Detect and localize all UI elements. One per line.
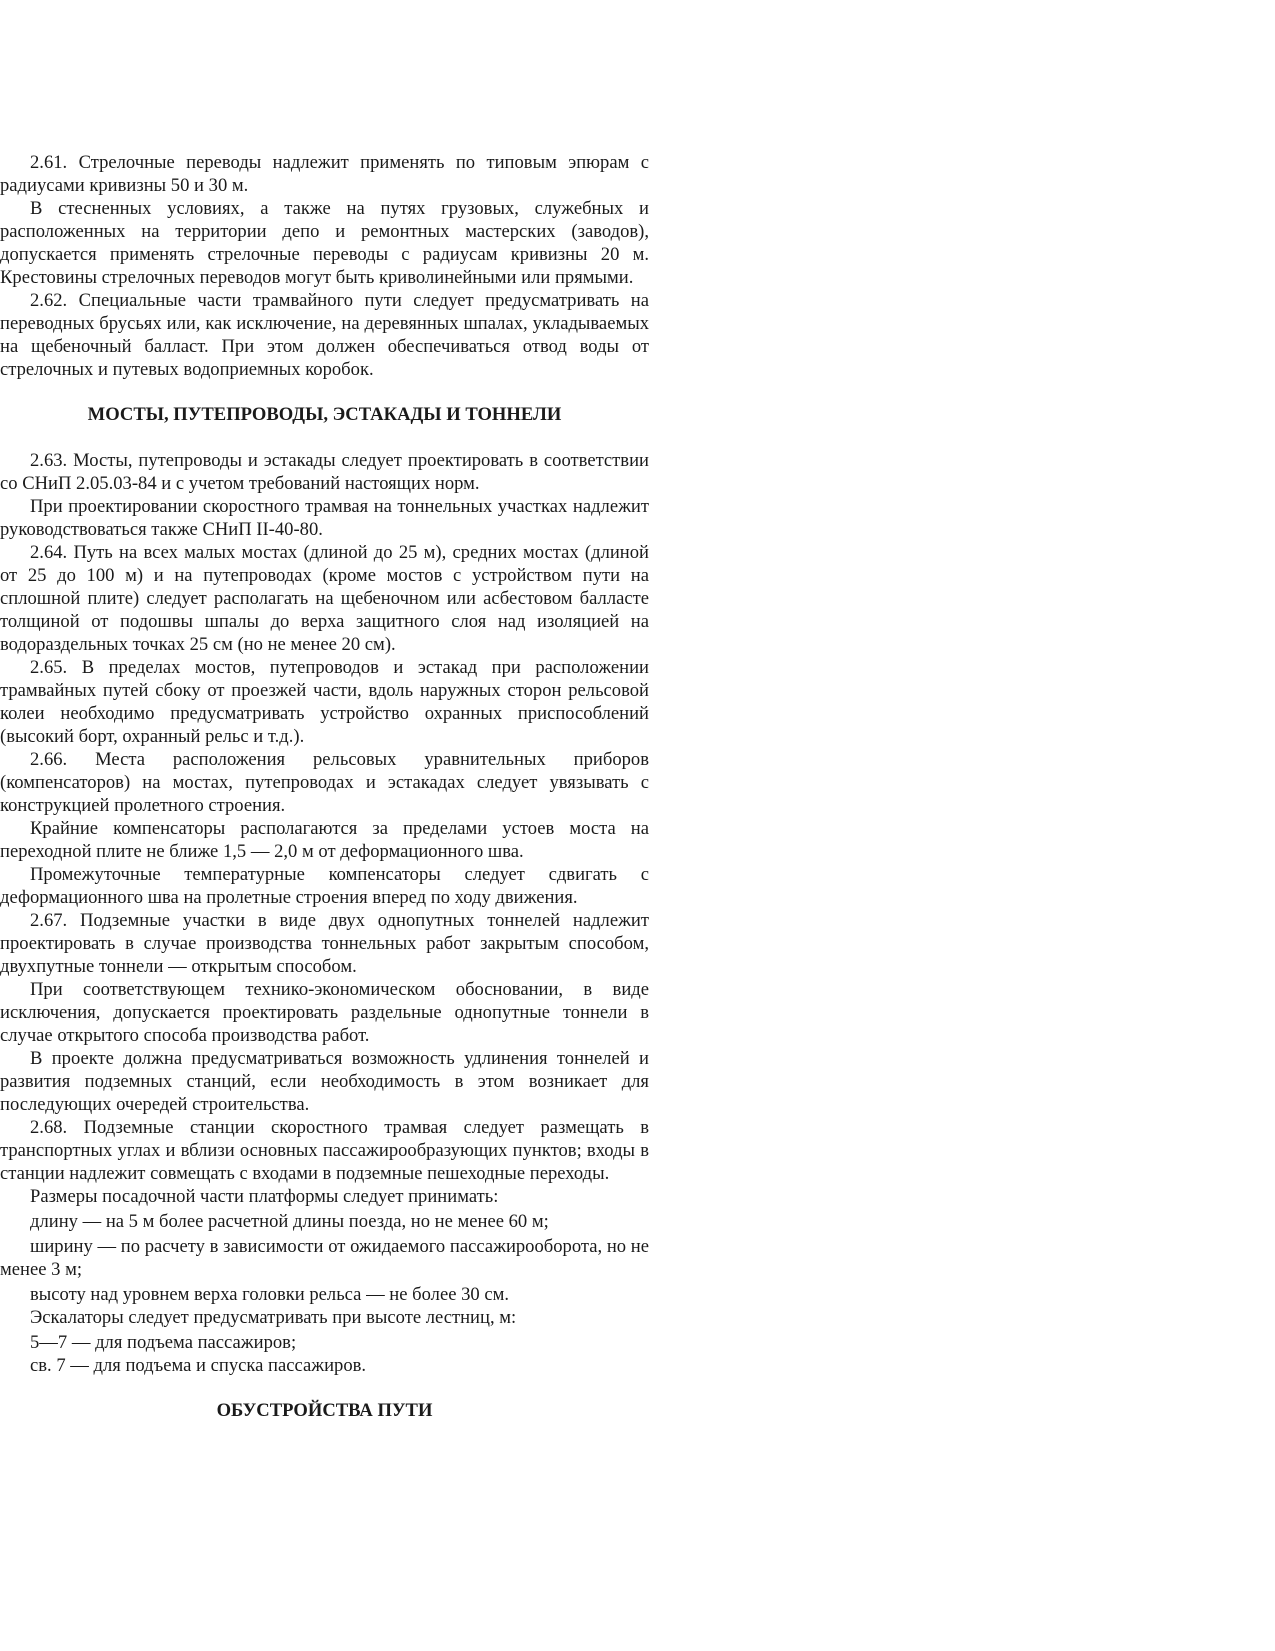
paragraph-2-63: 2.63. Мосты, путепроводы и эстакады следует проектировать в соответствии со СНиП 2.05.03-84 и с учетом требований настоящих норм. — [0, 450, 649, 494]
list-item-escalator-up: 5—7 — для подъема пассажиров; — [30, 1332, 297, 1353]
section-heading-track: ОБУСТРОЙСТВА ПУТИ — [216, 1400, 433, 1421]
paragraph-2-62: 2.62. Специальные части трамвайного пути следует предусматривать на переводных брусьях или, как исключение, на деревянных шпалах, укладываемых на щебеночный балласт. При этом должен обеспечиваться отвод воды от стрелочных и путевых водоприемных коробок. — [0, 290, 649, 380]
paragraph-2-67: 2.67. Подземные участки в виде двух однопутных тоннелей надлежит проектировать в случае производства тоннельных работ закрытым способом, двухпутные тоннели — открытым способом. — [0, 910, 649, 977]
document-page — [0, 151, 649, 1422]
paragraph: При проектировании скоростного трамвая на тоннельных участках надлежит руководствоваться также СНиП II-40-80. — [0, 496, 649, 540]
paragraph: Размеры посадочной части платформы следует принимать: — [30, 1186, 499, 1207]
list-item-escalator-up-down: св. 7 — для подъема и спуска пассажиров. — [30, 1355, 367, 1376]
paragraph: В стесненных условиях, а также на путях грузовых, служебных и расположенных на территории депо и ремонтных мастерских (заводов), допускается применять стрелочные переводы с радиусам кривизны 20 м. Крестовины стрелочных переводов могут быть криволинейными или прямыми. — [0, 198, 649, 288]
paragraph: Промежуточные температурные компенсаторы следует сдвигать с деформационного шва на пролетные строения вперед по ходу движения. — [0, 864, 649, 908]
paragraph-2-64: 2.64. Путь на всех малых мостах (длиной до 25 м), средних мостах (длиной от 25 до 100 м) и на путепроводах (кроме мостов с устройством пути на сплошной плите) следует располагать на щебеночном или асбестовом балласте толщиной от подошвы шпалы до верха защитного слоя над изоляцией на водораздельных точках 25 см (но не менее 20 см). — [0, 542, 649, 655]
paragraph-2-61: 2.61. Стрелочные переводы надлежит применять по типовым эпюрам с радиусами кривизны 50 и 30 м. — [0, 152, 649, 196]
section-heading-bridges: МОСТЫ, ПУТЕПРОВОДЫ, ЭСТАКАДЫ И ТОННЕЛИ — [87, 404, 562, 425]
paragraph-2-65: 2.65. В пределах мостов, путепроводов и эстакад при расположении трамвайных путей сбоку от проезжей части, вдоль наружных сторон рельсовой колеи необходимо предусматривать устройство охранных приспособлений (высокий борт, охранный рельс и т.д.). — [0, 657, 649, 747]
paragraph: Крайние компенсаторы располагаются за пределами устоев моста на переходной плите не ближе 1,5 — 2,0 м от деформационного шва. — [0, 818, 649, 862]
paragraph: При соответствующем технико-экономическом обосновании, в виде исключения, допускается проектировать раздельные однопутные тоннели в случае открытого способа производства работ. — [0, 979, 649, 1046]
list-item-length: длину — на 5 м более расчетной длины поезда, но не менее 60 м; — [30, 1211, 549, 1232]
paragraph: Эскалаторы следует предусматривать при высоте лестниц, м: — [30, 1307, 517, 1328]
list-item-width: ширину — по расчету в зависимости от ожидаемого пассажирооборота, но не менее 3 м; — [0, 1236, 649, 1280]
paragraph-2-66: 2.66. Места расположения рельсовых уравнительных приборов (компенсаторов) на мостах, путепроводах и эстакадах следует увязывать с конструкцией пролетного строения. — [0, 749, 649, 816]
list-item-height: высоту над уровнем верха головки рельса — не более 30 см. — [30, 1284, 510, 1305]
paragraph-2-68: 2.68. Подземные станции скоростного трамвая следует размещать в транспортных углах и вблизи основных пассажирообразующих пунктов; входы в станции надлежит совмещать с входами в подземные пешеходные переходы. — [0, 1117, 649, 1184]
paragraph: В проекте должна предусматриваться возможность удлинения тоннелей и развития подземных станций, если необходимость в этом возникает для последующих очередей строительства. — [0, 1048, 649, 1115]
